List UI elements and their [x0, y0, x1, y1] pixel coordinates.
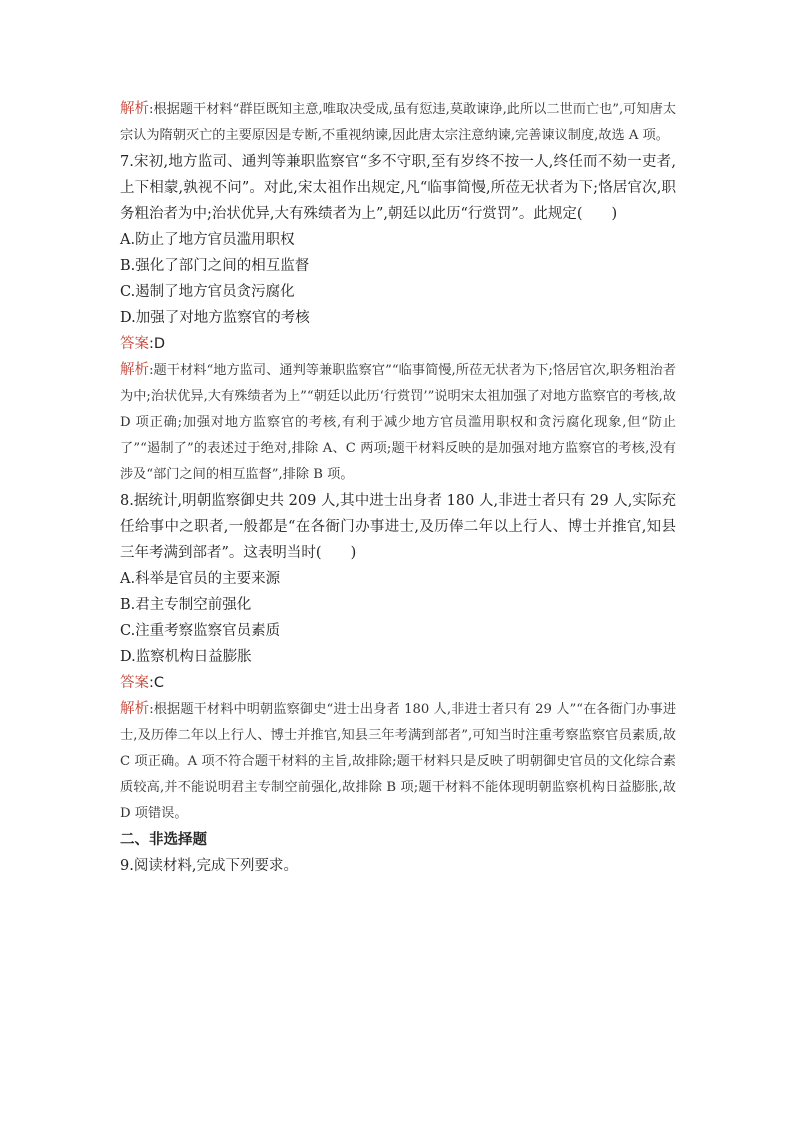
document-page	[120, 96, 676, 879]
answer-value: :C	[149, 675, 165, 691]
analysis-text: :根据题干材料中明朝监察御史“进士出身者 180 人,非进士者只有 29 人”“在各衙门办事进士,及历俸二年以上行人、博士并推官,知县三年考满到部者”,可知当时注重考察监察官员素质,故 C 项正确。A 项不符合题干材料的主旨,故排除;题干材料只是反映了明朝御史官员的文化综合素质较高,并不能说明君主专制空前强化,故排除 B 项;题干材料不能体现明朝监察机构日益膨胀,故 D 项错误。	[120, 702, 677, 821]
section-title: 二、非选择题	[120, 832, 207, 848]
analysis-paragraph-6	[120, 96, 676, 149]
question-8-option-a: A.科举是官员的主要来源	[120, 571, 281, 587]
question-8-option-d: D.监察机构日益膨胀	[120, 649, 252, 665]
analysis-label: 解析	[120, 101, 150, 117]
question-7-option-d: D.加强了对地方监察官的考核	[120, 310, 310, 326]
question-8-analysis	[120, 696, 676, 827]
question-7-answer	[120, 331, 676, 357]
analysis-text: :根据题干材料“群臣既知主意,唯取决受成,虽有愆违,莫敢谏诤,此所以二世而亡也”,可知唐太宗认为隋朝灭亡的主要原因是专断,不重视纳谏,因此唐太宗注意纳谏,完善谏议制度,故选 A 项。	[120, 102, 677, 143]
question-8-option-b: B.君主专制空前强化	[120, 597, 252, 613]
question-7-analysis	[120, 357, 676, 488]
question-7-option-c: C.遏制了地方官员贪污腐化	[120, 284, 295, 300]
analysis-label: 解析	[120, 362, 150, 378]
answer-label: 答案	[120, 336, 149, 352]
question-8-option-c: C.注重考察监察官员素质	[120, 623, 281, 639]
analysis-text: :题干材料“地方监司、通判等兼职监察官”“临事简慢,所莅无状者为下;恪居官次,职务粗治者为中;治状优异,大有殊绩者为上”“朝廷以此历‘行赏罚’”说明宋太祖加强了对地方监察官的考核,故 D 项正确;加强对地方监察官的考核,有利于减少地方官员滥用职权和贪污腐化现象,但“防止了”“遏制了”的表述过于绝对,排除 A、C 两项;题干材料反映的是加强对地方监察官的考核,没有涉及“部门之间的相互监督”,排除 B 项。	[120, 363, 676, 482]
question-7-option-b: B.强化了部门之间的相互监督	[120, 258, 310, 274]
question-7-option-a: A.防止了地方官员滥用职权	[120, 232, 295, 248]
question-8-stem: 8.据统计,明朝监察御史共 209 人,其中进士出身者 180 人,非进士者只有 29 人,实际充任给事中之职者,一般都是“在各衙门办事进士,及历俸二年以上行人、博士并推官,知县三年考满到部者”。这表明当时( )	[120, 493, 676, 561]
answer-label: 答案	[120, 675, 149, 691]
question-8-answer	[120, 670, 676, 696]
question-9-stem: 9.阅读材料,完成下列要求。	[120, 858, 298, 874]
answer-value: :D	[149, 336, 166, 352]
question-7-stem: 7.宋初,地方监司、通判等兼职监察官“多不守职,至有岁终不按一人,终任而不劾一吏者,上下相蒙,孰视不问”。对此,宋太祖作出规定,凡“临事简慢,所莅无状者为下;恪居官次,职务粗治者为中;治状优异,大有殊绩者为上”,朝廷以此历“行赏罚”。此规定( )	[120, 154, 676, 222]
analysis-label: 解析	[120, 701, 150, 717]
